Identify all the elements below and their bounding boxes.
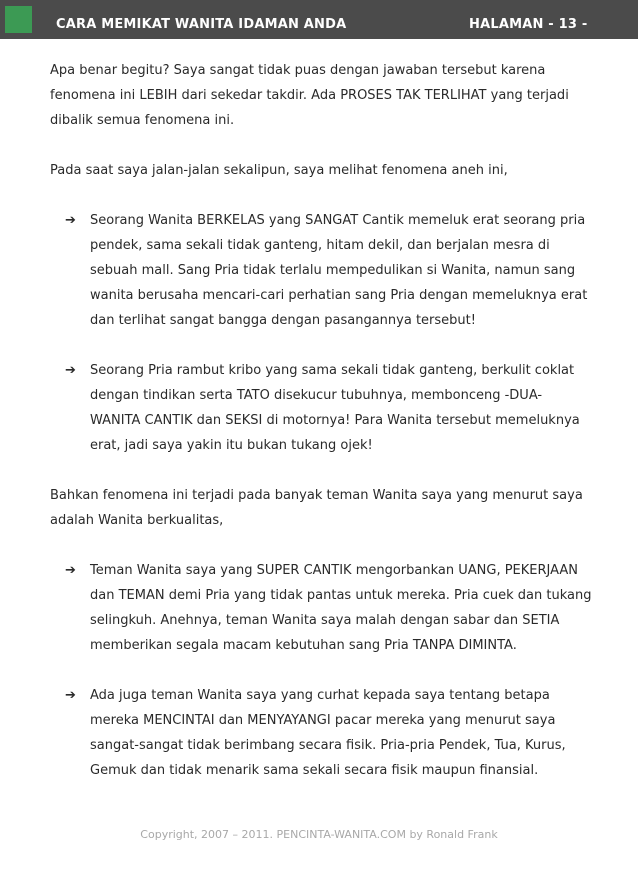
copyright-footer: Copyright, 2007 – 2011. PENCINTA-WANITA.COM by Ronald Frank	[140, 828, 498, 841]
text-line: dan terlihat sangat bangga dengan pasangannya tersebut!	[90, 313, 476, 328]
text-line: Gemuk dan tidak menarik sama sekali secara fisik maupun finansial.	[90, 763, 539, 778]
arrow-bullet-icon: ➔	[65, 688, 76, 703]
text-line: memberikan segala macam kebutuhan sang Pria TANPA DIMINTA.	[90, 638, 517, 653]
text-line: pendek, sama sekali tidak ganteng, hitam dekil, dan berjalan mesra di	[90, 238, 550, 253]
text-line: erat, jadi saya yakin itu bukan tukang ojek!	[90, 438, 373, 453]
page-content	[50, 58, 602, 783]
paragraph-3	[50, 483, 602, 533]
document-title: CARA MEMIKAT WANITA IDAMAN ANDA	[56, 17, 347, 32]
header-logo-square	[5, 6, 32, 33]
text-line: sangat-sangat tidak berimbang secara fisik. Pria-pria Pendek, Tua, Kurus,	[90, 738, 566, 753]
text-line: wanita berusaha mencari-cari perhatian sang Pria dengan memeluknya erat	[90, 288, 588, 303]
text-line: Apa benar begitu? Saya sangat tidak puas dengan jawaban tersebut karena	[50, 63, 546, 78]
text-line: Bahkan fenomena ini terjadi pada banyak teman Wanita saya yang menurut saya	[50, 488, 583, 503]
text-line: Ada juga teman Wanita saya yang curhat kepada saya tentang betapa	[90, 688, 550, 703]
text-line: dengan tindikan serta TATO disekucur tubuhnya, membonceng -DUA-	[90, 388, 543, 403]
bullet-item-3	[50, 558, 602, 658]
text-line: sebuah mall. Sang Pria tidak terlalu mempedulikan si Wanita, namun sang	[90, 263, 576, 278]
page-number: HALAMAN - 13 -	[469, 17, 588, 32]
arrow-bullet-icon: ➔	[65, 363, 76, 378]
arrow-bullet-icon: ➔	[65, 563, 76, 578]
paragraph-1	[50, 58, 602, 133]
arrow-bullet-icon: ➔	[65, 213, 76, 228]
text-line: Pada saat saya jalan-jalan sekalipun, saya melihat fenomena aneh ini,	[50, 163, 508, 178]
text-line: adalah Wanita berkualitas,	[50, 513, 224, 528]
paragraph-2	[50, 158, 602, 183]
text-line: dan TEMAN demi Pria yang tidak pantas untuk mereka. Pria cuek dan tukang	[90, 588, 592, 603]
bullet-item-1	[50, 208, 602, 333]
bullet-item-2	[50, 358, 602, 458]
text-line: dibalik semua fenomena ini.	[50, 113, 235, 128]
text-line: Seorang Pria rambut kribo yang sama sekali tidak ganteng, berkulit coklat	[90, 363, 575, 378]
text-line: selingkuh. Anehnya, teman Wanita saya malah dengan sabar dan SETIA	[90, 613, 560, 628]
header-bar	[0, 0, 638, 39]
bullet-item-4	[50, 683, 602, 783]
text-line: Teman Wanita saya yang SUPER CANTIK mengorbankan UANG, PEKERJAAN	[90, 563, 579, 578]
text-line: fenomena ini LEBIH dari sekedar takdir. Ada PROSES TAK TERLIHAT yang terjadi	[50, 88, 569, 103]
text-line: WANITA CANTIK dan SEKSI di motornya! Para Wanita tersebut memeluknya	[90, 413, 580, 428]
text-line: mereka MENCINTAI dan MENYAYANGI pacar mereka yang menurut saya	[90, 713, 556, 728]
text-line: Seorang Wanita BERKELAS yang SANGAT Cantik memeluk erat seorang pria	[90, 213, 586, 228]
